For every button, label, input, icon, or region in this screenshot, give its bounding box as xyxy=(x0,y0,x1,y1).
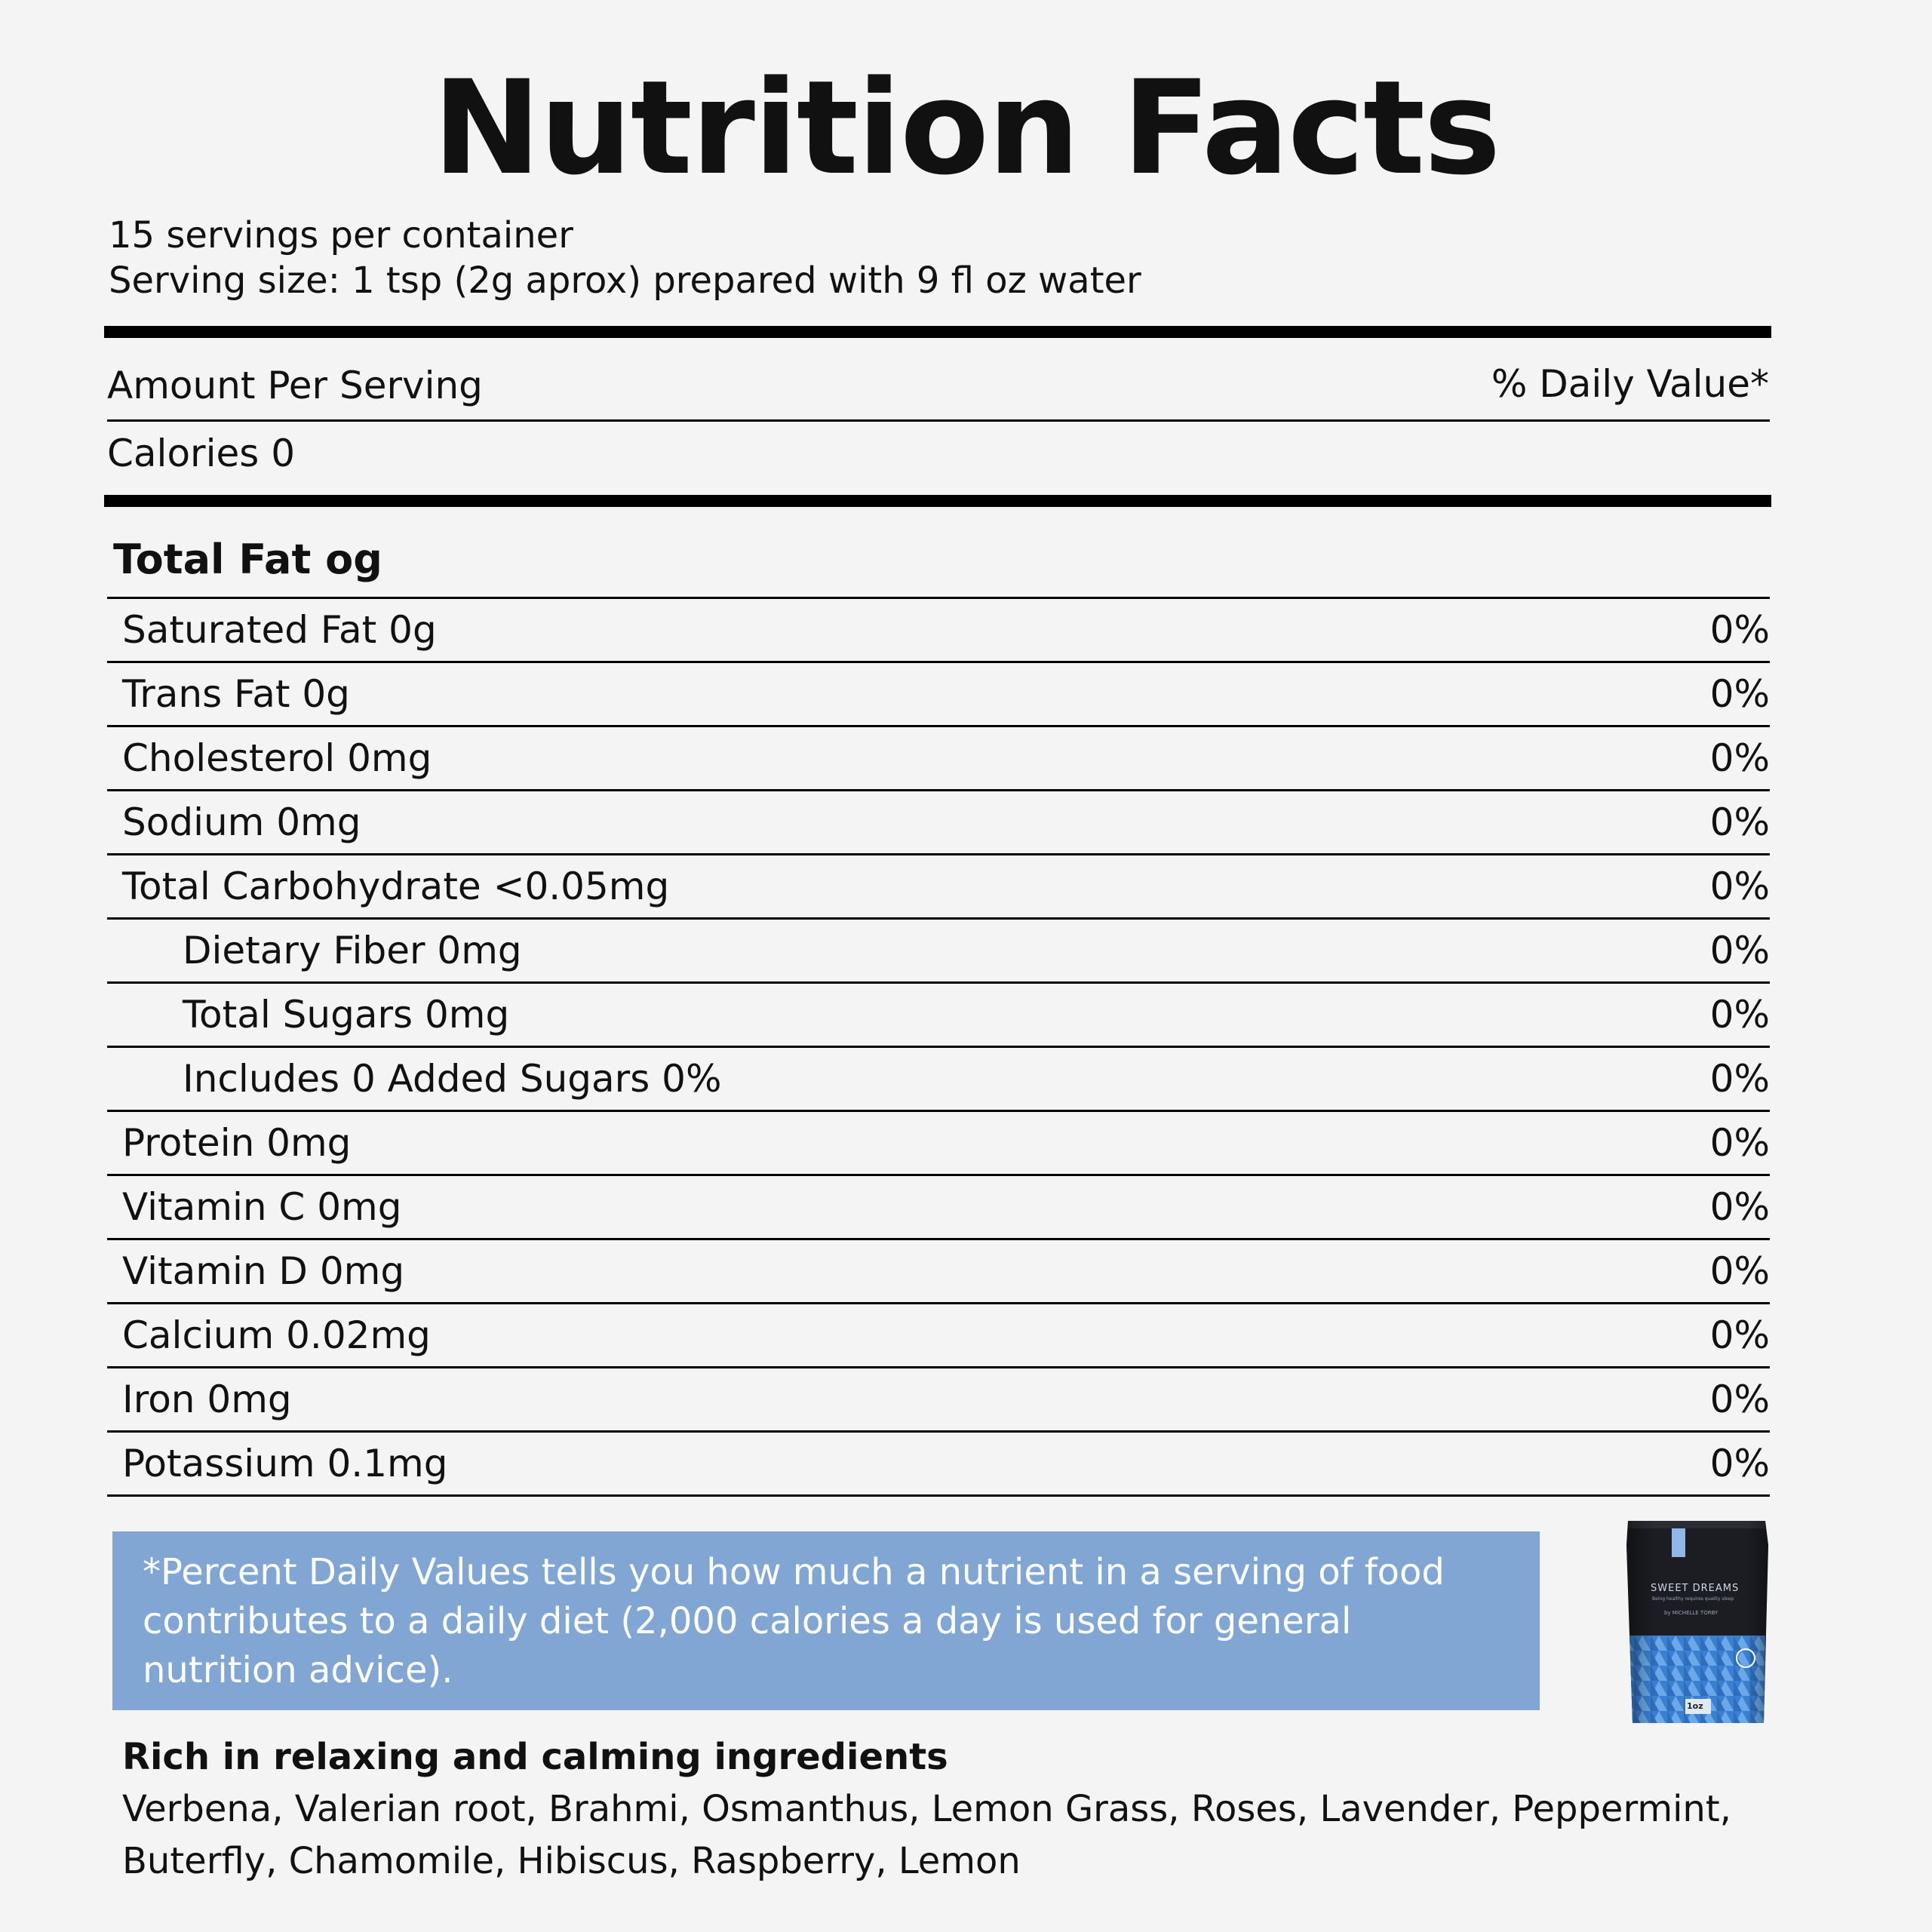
pouch-tagline: Being healthy requires quality sleep xyxy=(1652,1596,1734,1602)
nutrient-percent: 0% xyxy=(1709,993,1770,1037)
nutrient-row xyxy=(107,853,1770,917)
nutrient-percent: 0% xyxy=(1709,1057,1770,1101)
nutrient-label: Sodium 0mg xyxy=(122,800,361,844)
thick-divider-top xyxy=(104,326,1771,338)
nutrient-percent: 0% xyxy=(1709,1185,1770,1229)
nutrient-row xyxy=(107,1046,1770,1110)
nutrient-label: Vitamin C 0mg xyxy=(122,1185,402,1229)
page-title: Nutrition Facts xyxy=(432,52,1500,204)
nutrient-percent: 0% xyxy=(1709,608,1770,652)
nutrient-label: Saturated Fat 0g xyxy=(122,608,437,652)
nutrient-label: Total Sugars 0mg xyxy=(183,993,510,1037)
ingredients-title: Rich in relaxing and calming ingredients xyxy=(122,1736,948,1778)
nutrient-row xyxy=(107,981,1770,1046)
calories: Calories 0 xyxy=(107,432,295,475)
nutrient-percent: 0% xyxy=(1709,1313,1770,1357)
pouch-brand: SWEET DREAMS xyxy=(1651,1583,1740,1594)
nutrient-row xyxy=(107,1110,1770,1174)
serving-size: Serving size: 1 tsp (2g aprox) prepared with 9 fl oz water xyxy=(109,260,1141,302)
nutrient-label: Protein 0mg xyxy=(122,1121,352,1165)
nutrient-row xyxy=(107,1366,1770,1430)
pouch-signature: by MICHELLE TORBY xyxy=(1664,1610,1719,1616)
nutrient-percent: 0% xyxy=(1709,736,1770,780)
nutrient-percent: 0% xyxy=(1709,929,1770,972)
thick-divider-bottom xyxy=(104,495,1771,507)
nutrient-percent: 0% xyxy=(1709,1378,1770,1421)
footnote-box: *Percent Daily Values tells you how much a nutrient in a serving of food contributes to a daily diet (2,000 calories a day is used for general nutrition advice). xyxy=(112,1531,1540,1710)
nutrient-label: Total Carbohydrate <0.05mg xyxy=(122,865,670,908)
nutrient-table xyxy=(107,597,1770,1497)
daily-value-header: % Daily Value* xyxy=(1491,362,1769,406)
nutrient-percent: 0% xyxy=(1709,1121,1770,1165)
nutrient-row xyxy=(107,1430,1770,1497)
nutrient-label: Potassium 0.1mg xyxy=(122,1442,448,1485)
divider-calories xyxy=(107,419,1770,422)
nutrient-label: Includes 0 Added Sugars 0% xyxy=(183,1057,722,1101)
amount-per-serving: Amount Per Serving xyxy=(107,364,483,407)
ingredients-list: Verbena, Valerian root, Brahmi, Osmanthus, Lemon Grass, Roses, Lavender, Peppermint, Buterfly, Chamomile, Hibiscus, Raspberry, Lemon xyxy=(122,1788,1731,1882)
nutrient-label: Iron 0mg xyxy=(122,1378,292,1421)
product-pouch-image xyxy=(1584,1515,1780,1729)
nutrient-row xyxy=(107,661,1770,725)
nutrient-label: Cholesterol 0mg xyxy=(122,736,432,780)
nutrient-row xyxy=(107,597,1770,661)
nutrient-label: Vitamin D 0mg xyxy=(122,1249,405,1293)
nutrient-row xyxy=(107,1302,1770,1366)
nutrient-percent: 0% xyxy=(1709,865,1770,908)
nutrient-row xyxy=(107,725,1770,789)
nutrient-label: Dietary Fiber 0mg xyxy=(183,929,522,972)
servings-per-container: 15 servings per container xyxy=(109,214,573,256)
nutrient-row xyxy=(107,1174,1770,1238)
nutrient-percent: 0% xyxy=(1709,672,1770,716)
nutrient-percent: 0% xyxy=(1709,1249,1770,1293)
nutrient-row xyxy=(107,917,1770,981)
total-fat: Total Fat og xyxy=(113,536,382,583)
nutrient-row xyxy=(107,1238,1770,1302)
nutrient-label: Calcium 0.02mg xyxy=(122,1313,431,1357)
nutrient-row xyxy=(107,789,1770,853)
nutrient-label: Trans Fat 0g xyxy=(122,672,350,716)
nutrient-percent: 0% xyxy=(1709,1442,1770,1485)
nutrient-percent: 0% xyxy=(1709,800,1770,844)
pouch-weight: 1oz xyxy=(1687,1701,1703,1711)
serving-info xyxy=(109,213,1141,303)
